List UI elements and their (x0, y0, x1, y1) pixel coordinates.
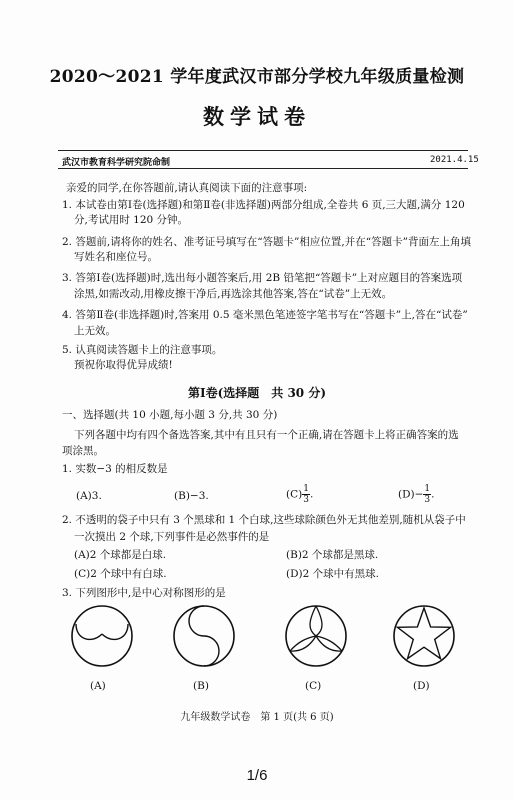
fraction-numerator: 1 (303, 484, 309, 494)
q1-option-a: (A)3. (76, 490, 102, 502)
notice-line: 2. 答题前,请将你的姓名、准考证号填写在“答题卡”相应位置,并在“答题卡”背面左上角填 (62, 236, 472, 248)
exam-title: 2020～2021 学年度武汉市部分学校九年级质量检测 (49, 67, 465, 87)
q2-option-b: (B)2 个球都是黑球. (286, 549, 379, 561)
section-intro: 下列各题中均有四个备选答案,其中有且只有一个正确,请在答题卡上将正确答案的选 (74, 429, 459, 441)
notice-line: 3. 答第Ⅰ卷(选择题)时,选出每小题答案后,用 2B 铅笔把“答题卡”上对应题目的答案选项 (62, 272, 463, 284)
notice-line: 涂黑,如需改动,用橡皮擦干净后,再选涂其他答案,答在“试卷”上无效。 (74, 288, 393, 300)
issuing-office: 武汉市教育科学研究院命制 (62, 158, 171, 168)
q2-stem: 2. 不透明的袋子中只有 3 个黑球和 1 个白球,这些球除颜色外无其他差别,随机从袋子中 (62, 514, 466, 526)
figure-b (172, 604, 236, 668)
figure-star (397, 608, 450, 659)
notice-line: 4. 答第Ⅱ卷(非选择题)时,答案用 0.5 毫米黑色笔迹签字笔书写在“答题卡”上,答在“试卷” (62, 309, 468, 321)
notice-line: 5. 认真阅读答题卡上的注意事项。 (62, 344, 223, 356)
q3-stem: 3. 下列图形中,是中心对称图形的是 (62, 587, 226, 599)
notice-greeting: 亲爱的同学,在你答题前,请认真阅读下面的注意事项: (66, 182, 308, 194)
figure-c (284, 604, 348, 668)
notice-line: 上无效。 (74, 325, 116, 337)
q1-option-b: (B)−3. (174, 490, 209, 502)
page-number: 1/6 (246, 767, 268, 784)
q1-stem: 1. 实数−3 的相反数是 (62, 463, 168, 475)
option-suffix: . (431, 488, 435, 501)
figure-arc (102, 624, 128, 639)
q1-option-d (398, 484, 435, 505)
exam-subtitle: 数学试卷 (203, 104, 311, 129)
notice-closing: 预祝你取得优异成绩! (74, 359, 173, 371)
notice-line: 写姓名和座位号。 (74, 251, 158, 263)
figure-petal (310, 606, 322, 636)
figure-petal (316, 636, 342, 651)
notice-line: 1. 本试卷由第Ⅰ卷(选择题)和第Ⅱ卷(非选择题)两部分组成,全卷共 6 页,三大题,满分 120 (62, 199, 465, 211)
q1-option-c (286, 484, 313, 505)
figure-a (70, 604, 134, 668)
option-suffix: . (309, 488, 314, 501)
header-rule-bottom (58, 168, 468, 169)
fraction-denominator: 3 (424, 495, 431, 505)
figure-label-b: (B) (193, 680, 209, 692)
fraction-numerator: 1 (424, 484, 431, 494)
page-footer: 九年级数学试卷 第 1 页(共 6 页) (180, 712, 334, 723)
q2-option-a: (A)2 个球都是白球. (74, 549, 167, 561)
section-title: 第Ⅰ卷(选择题 共 30 分) (187, 386, 327, 400)
fraction-denominator: 3 (303, 495, 309, 505)
section-heading: 一、选择题(共 10 小题,每小题 3 分,共 30 分) (62, 409, 278, 421)
q1-option-d-prefix: (D)− (398, 488, 424, 501)
figure-outer-circle (394, 606, 454, 666)
figure-d (392, 604, 456, 668)
exam-date: 2021.4.15 (430, 155, 479, 165)
q2-stem: 一次摸出 2 个球,下列事件是必然事件的是 (74, 531, 270, 543)
figure-label-d: (D) (413, 680, 430, 692)
fraction (423, 484, 431, 505)
q2-option-c: (C)2 个球中有白球. (74, 568, 167, 580)
notice-line: 分,考试用时 120 分钟。 (74, 214, 189, 226)
figure-label-c: (C) (305, 680, 322, 692)
header-rule-top (58, 150, 468, 151)
figure-s-curve (189, 606, 219, 666)
q2-option-d: (D)2 个球中有黑球. (286, 568, 379, 580)
fraction (302, 484, 310, 505)
figure-petal (290, 636, 316, 651)
figure-arc (76, 624, 102, 639)
q1-option-c-prefix: (C) (286, 488, 303, 501)
figure-label-a: (A) (90, 680, 106, 692)
section-intro: 项涂黑。 (62, 445, 104, 457)
